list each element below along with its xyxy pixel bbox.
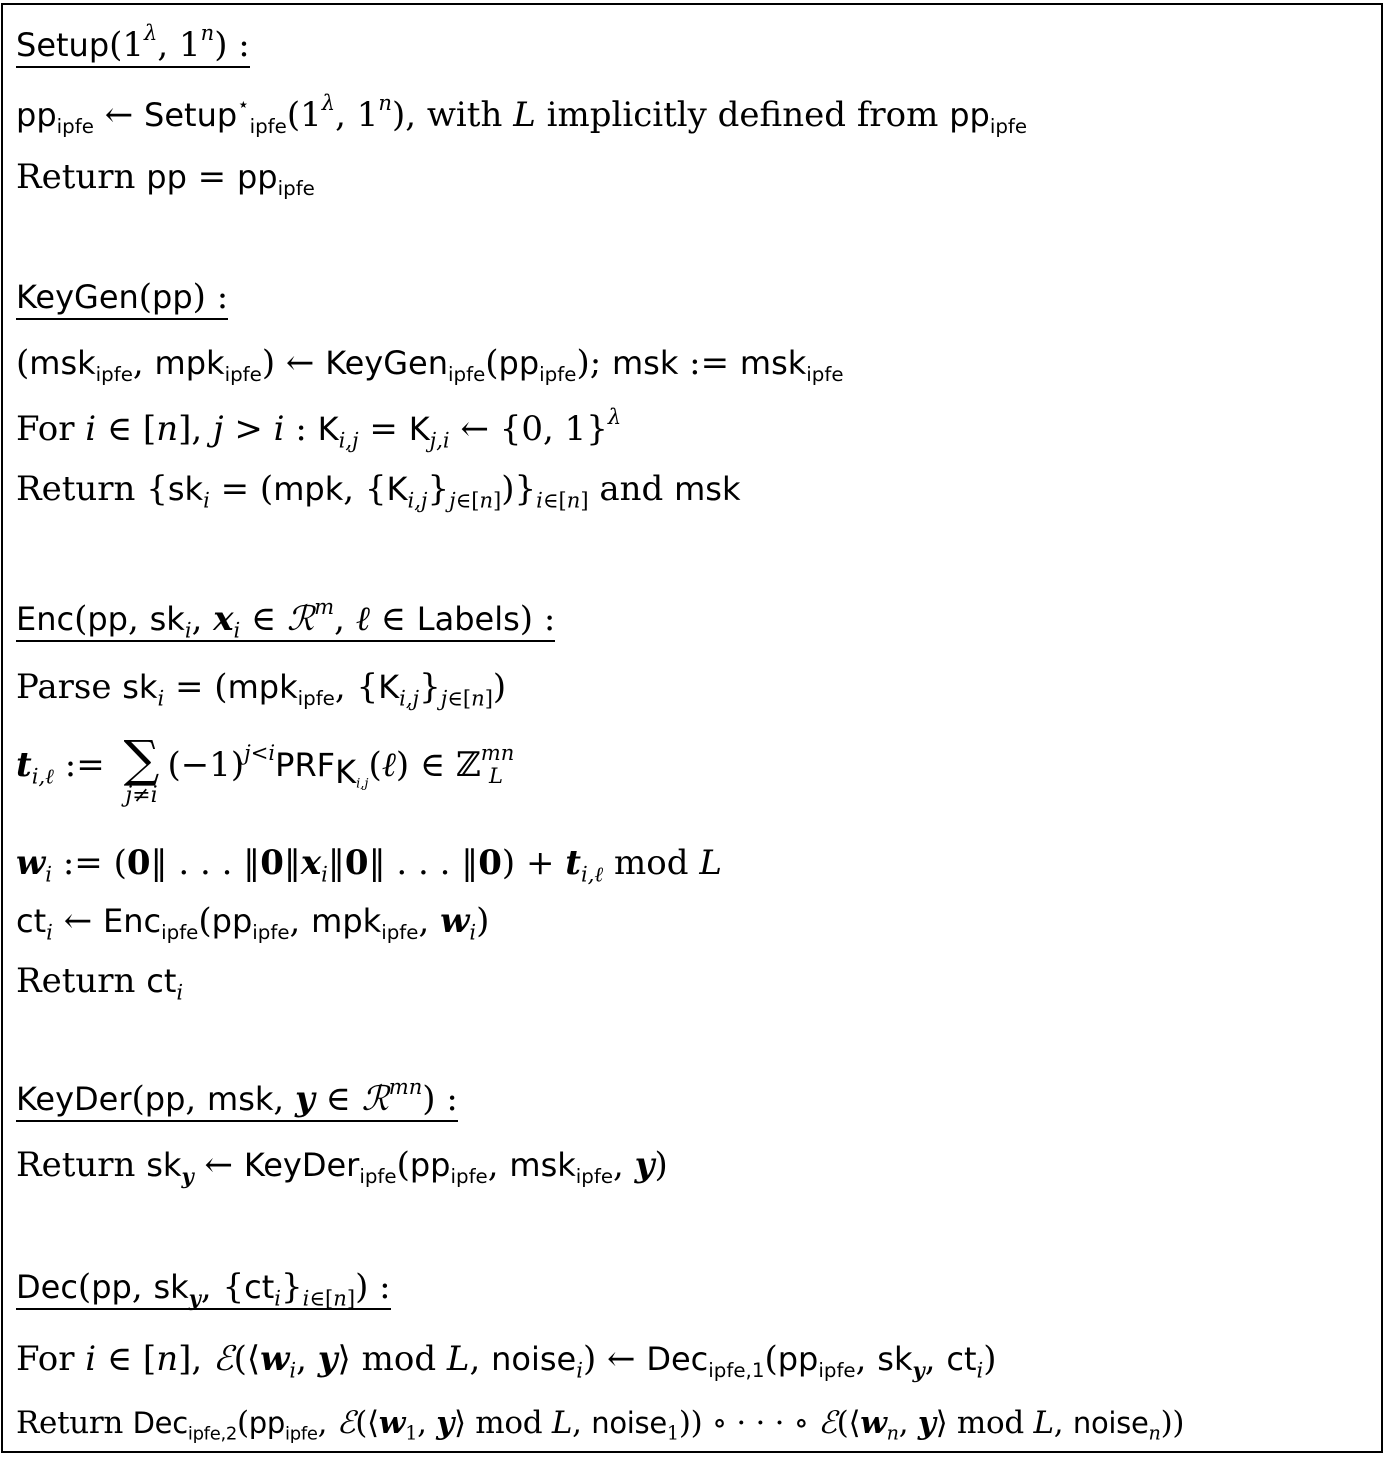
dec-line-1: For i ∈ [n], $ℰ(⟨w_i$, y⟩ mod L, noise$_i$) ← $Dec_{ipfe,1}(pp_{ipfe}$, $sk_y$, $ct_i$) [16,1339,997,1383]
setup-line-2: Return pp = $pp_{ipfe}$ [16,157,315,200]
enc-line-3: $w_i$ := (0‖ . . . $‖0‖x_i‖0‖$ . . . ‖0) + $t_{i,\ell}$ mod L [16,843,722,887]
setup-header: $Setup(1^\lambda$, 1$^n$) : [16,25,250,68]
algorithm-box [1,3,1383,1453]
enc-line-2: $t_{i,\ell}$ := ∑ j≠i $(-1)^{j<i}PRF_{K_{i,j}}(\ell)$ ∈ ℤ$^{mn}_L$ [16,730,515,808]
keygen-line-1: (msk$_{ipfe}$, mpk$_{ipfe}$) ← $KeyGen_{ipfe}(pp_{ipfe})$; msk := msk$_{ipfe}$ [16,343,844,386]
keygen-header: KeyGen(pp) : [16,277,228,320]
keyder-line-1: Return $sk_y$ ← $KeyDer_{ipfe}(pp_{ipfe}$, msk$_{ipfe}$, y) [16,1145,668,1189]
keyder-header: KeyDer(pp, msk, y ∈ ℛ$^{mn}$) : [16,1079,458,1122]
enc-line-5: Return $ct_i$ [16,961,184,1005]
enc-line-4: $ct_i$ ← $Enc_{ipfe}(pp_{ipfe}$, mpk$_{ipfe}$, $w_i$) [16,901,490,945]
keygen-line-3: Return {$sk_i = (mpk$, $\{K_{i,j}\}_{j\in[n]})\}_{i\in[n]}$ and msk [16,469,741,513]
enc-header: Enc(pp, $sk_i$, $x_i$ ∈ ℛ$^m$, ℓ ∈ Labels) : [16,594,556,643]
dec-header: Dec(pp, $sk_y$, $\{ct_i\}_{i\in[n]}$) : [16,1267,391,1311]
keygen-line-2: For i ∈ [n], j > i : $K_{i,j} = K_{j,i}$ ← {0, 1}$^\lambda$ [16,404,622,453]
enc-line-1: Parse $sk_i = (mpk_{ipfe}$, $\{K_{i,j}\}_{j\in[n]}$) [16,667,507,711]
setup-line-1: $pp_{ipfe}$ ← $Setup^⋆_{ipfe}(1^\lambda$, 1$^n$), with L implicitly defined from $pp_{ipfe}$ [16,90,1028,138]
dec-line-2: Return $Dec_{ipfe,2}(pp_{ipfe}$, $ℰ(⟨w_1$, y⟩ mod L, noise$_1$)) ∘ · · · ∘ $ℰ(⟨w_n$, y⟩ mod L, noise$_n$)) [16,1405,1185,1445]
